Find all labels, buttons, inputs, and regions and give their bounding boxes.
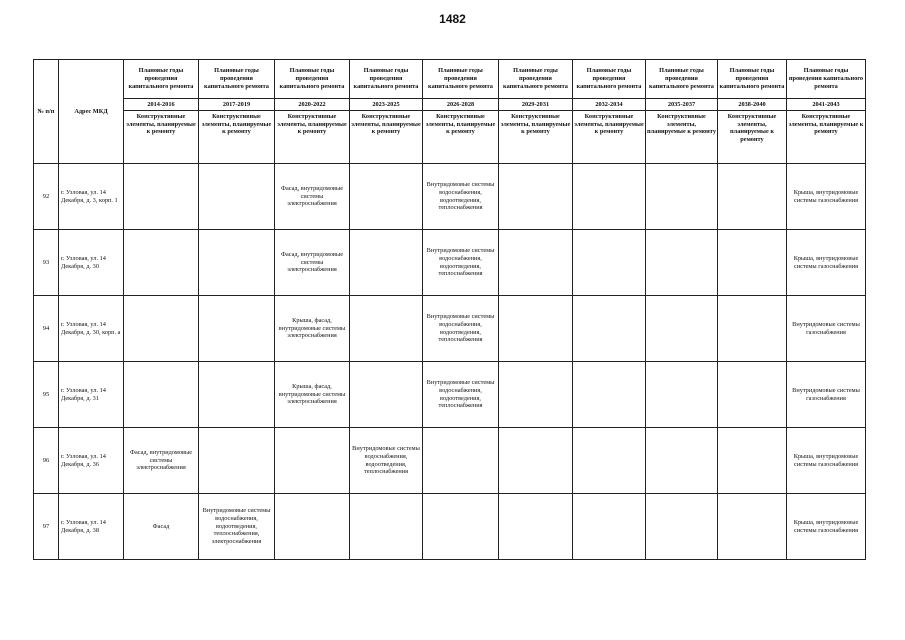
repair-elements-cell	[573, 362, 646, 428]
repair-elements-cell: Фасад, внутридомовые системы электроснабжения	[275, 164, 350, 230]
row-address: г. Узловая, ул. 14 Декабря, д. 38	[59, 494, 124, 560]
repair-elements-cell	[646, 230, 718, 296]
repair-elements-cell: Внутридомовые системы водоснабжения, водоотведения, теплоснабжения	[423, 296, 499, 362]
repair-elements-cell	[573, 230, 646, 296]
planned-years-header: Плановые годы проведения капитального ремонта	[646, 60, 718, 99]
capital-repair-schedule-table	[33, 59, 866, 560]
period-header: 2041-2043	[787, 99, 866, 111]
repair-elements-cell	[573, 296, 646, 362]
repair-elements-cell: Внутридомовые системы газоснабжения	[787, 296, 866, 362]
row-number: 94	[34, 296, 59, 362]
row-number: 92	[34, 164, 59, 230]
repair-elements-cell	[718, 164, 787, 230]
planned-years-header: Плановые годы проведения капитального ремонта	[423, 60, 499, 99]
period-header: 2032-2034	[573, 99, 646, 111]
repair-elements-cell	[646, 428, 718, 494]
period-header: 2014-2016	[124, 99, 199, 111]
planned-years-header: Плановые годы проведения капитального ремонта	[199, 60, 275, 99]
row-address: г. Узловая, ул. 14 Декабря, д. 30, корп. а	[59, 296, 124, 362]
repair-elements-cell: Крыша, внутридомовые системы газоснабжения	[787, 230, 866, 296]
period-header: 2038-2040	[718, 99, 787, 111]
table-row	[34, 296, 866, 362]
elements-header: Конструктивные элементы, планируемые к ремонту	[124, 111, 199, 164]
address-column-header: Адрес МКД	[59, 60, 124, 164]
repair-elements-cell	[499, 230, 573, 296]
table-row	[34, 362, 866, 428]
repair-elements-cell: Крыша, внутридомовые системы газоснабжения	[787, 494, 866, 560]
elements-header: Конструктивные элементы, планируемые к ремонту	[275, 111, 350, 164]
repair-elements-cell	[124, 362, 199, 428]
repair-elements-cell	[573, 428, 646, 494]
repair-elements-cell: Фасад, внутридомовые системы электроснабжения	[124, 428, 199, 494]
repair-elements-cell	[499, 296, 573, 362]
table-row	[34, 230, 866, 296]
repair-elements-cell	[350, 296, 423, 362]
row-number: 95	[34, 362, 59, 428]
elements-header: Конструктивные элементы, планируемые к ремонту	[646, 111, 718, 164]
repair-elements-cell	[499, 164, 573, 230]
repair-elements-cell	[718, 296, 787, 362]
row-number: 93	[34, 230, 59, 296]
repair-elements-cell	[646, 362, 718, 428]
period-header: 2017-2019	[199, 99, 275, 111]
elements-header: Конструктивные элементы, планируемые к ремонту	[573, 111, 646, 164]
repair-elements-cell	[350, 494, 423, 560]
repair-elements-cell: Внутридомовые системы водоснабжения, водоотведения, теплоснабжения, электроснабжения	[199, 494, 275, 560]
row-address: г. Узловая, ул. 14 Декабря, д. 30	[59, 230, 124, 296]
repair-elements-cell	[499, 362, 573, 428]
repair-elements-cell: Внутридомовые системы газоснабжения	[787, 362, 866, 428]
repair-elements-cell: Крыша, фасад, внутридомовые системы электроснабжения	[275, 362, 350, 428]
repair-elements-cell	[199, 164, 275, 230]
repair-elements-cell: Фасад	[124, 494, 199, 560]
repair-elements-cell: Внутридомовые системы водоснабжения, водоотведения, теплоснабжения	[350, 428, 423, 494]
planned-years-header: Плановые годы проведения капитального ремонта	[573, 60, 646, 99]
repair-elements-cell	[646, 164, 718, 230]
period-header: 2026-2028	[423, 99, 499, 111]
repair-elements-cell: Крыша, фасад, внутридомовые системы электроснабжения	[275, 296, 350, 362]
table-row	[34, 494, 866, 560]
elements-header: Конструктивные элементы, планируемые к ремонту	[423, 111, 499, 164]
repair-elements-cell	[646, 494, 718, 560]
row-number: 96	[34, 428, 59, 494]
repair-elements-cell	[199, 230, 275, 296]
repair-elements-cell	[718, 362, 787, 428]
planned-years-header: Плановые годы проведения капитального ремонта	[787, 60, 866, 99]
planned-years-header: Плановые годы проведения капитального ремонта	[124, 60, 199, 99]
repair-elements-cell	[124, 164, 199, 230]
repair-elements-cell	[350, 362, 423, 428]
repair-elements-cell	[124, 296, 199, 362]
repair-elements-cell	[499, 494, 573, 560]
num-column-header: № п/п	[34, 60, 59, 164]
repair-elements-cell	[275, 494, 350, 560]
repair-elements-cell	[718, 428, 787, 494]
repair-elements-cell: Крыша, внутридомовые системы газоснабжения	[787, 164, 866, 230]
repair-elements-cell: Внутридомовые системы водоснабжения, водоотведения, теплоснабжения	[423, 230, 499, 296]
table-row	[34, 164, 866, 230]
row-address: г. Узловая, ул. 14 Декабря, д. 36	[59, 428, 124, 494]
row-address: г. Узловая, ул. 14 Декабря, д. 3, корп. 1	[59, 164, 124, 230]
repair-elements-cell: Крыша, внутридомовые системы газоснабжения	[787, 428, 866, 494]
planned-years-header: Плановые годы проведения капитального ремонта	[718, 60, 787, 99]
repair-elements-cell: Внутридомовые системы водоснабжения, водоотведения, теплоснабжения	[423, 164, 499, 230]
repair-elements-cell	[646, 296, 718, 362]
repair-elements-cell	[199, 428, 275, 494]
repair-elements-cell	[423, 494, 499, 560]
period-header: 2035-2037	[646, 99, 718, 111]
planned-years-header: Плановые годы проведения капитального ремонта	[499, 60, 573, 99]
elements-header: Конструктивные элементы, планируемые к ремонту	[718, 111, 787, 164]
repair-elements-cell	[718, 230, 787, 296]
row-address: г. Узловая, ул. 14 Декабря, д. 31	[59, 362, 124, 428]
period-header: 2029-2031	[499, 99, 573, 111]
planned-years-header: Плановые годы проведения капитального ремонта	[275, 60, 350, 99]
repair-elements-cell	[499, 428, 573, 494]
table-row	[34, 428, 866, 494]
repair-elements-cell: Внутридомовые системы водоснабжения, водоотведения, теплоснабжения	[423, 362, 499, 428]
elements-header: Конструктивные элементы, планируемые к ремонту	[499, 111, 573, 164]
period-header: 2023-2025	[350, 99, 423, 111]
repair-elements-cell: Фасад, внутридомовые системы электроснабжения	[275, 230, 350, 296]
elements-header: Конструктивные элементы, планируемые к ремонту	[350, 111, 423, 164]
row-number: 97	[34, 494, 59, 560]
period-header: 2020-2022	[275, 99, 350, 111]
repair-elements-cell	[199, 362, 275, 428]
repair-elements-cell	[350, 164, 423, 230]
repair-elements-cell	[573, 164, 646, 230]
repair-elements-cell	[199, 296, 275, 362]
planned-years-header: Плановые годы проведения капитального ремонта	[350, 60, 423, 99]
elements-header: Конструктивные элементы, планируемые к ремонту	[199, 111, 275, 164]
repair-elements-cell	[573, 494, 646, 560]
repair-elements-cell	[423, 428, 499, 494]
repair-elements-cell	[350, 230, 423, 296]
repair-elements-cell	[124, 230, 199, 296]
elements-header: Конструктивные элементы, планируемые к ремонту	[787, 111, 866, 164]
repair-elements-cell	[718, 494, 787, 560]
page-number: 1482	[439, 12, 466, 26]
repair-elements-cell	[275, 428, 350, 494]
